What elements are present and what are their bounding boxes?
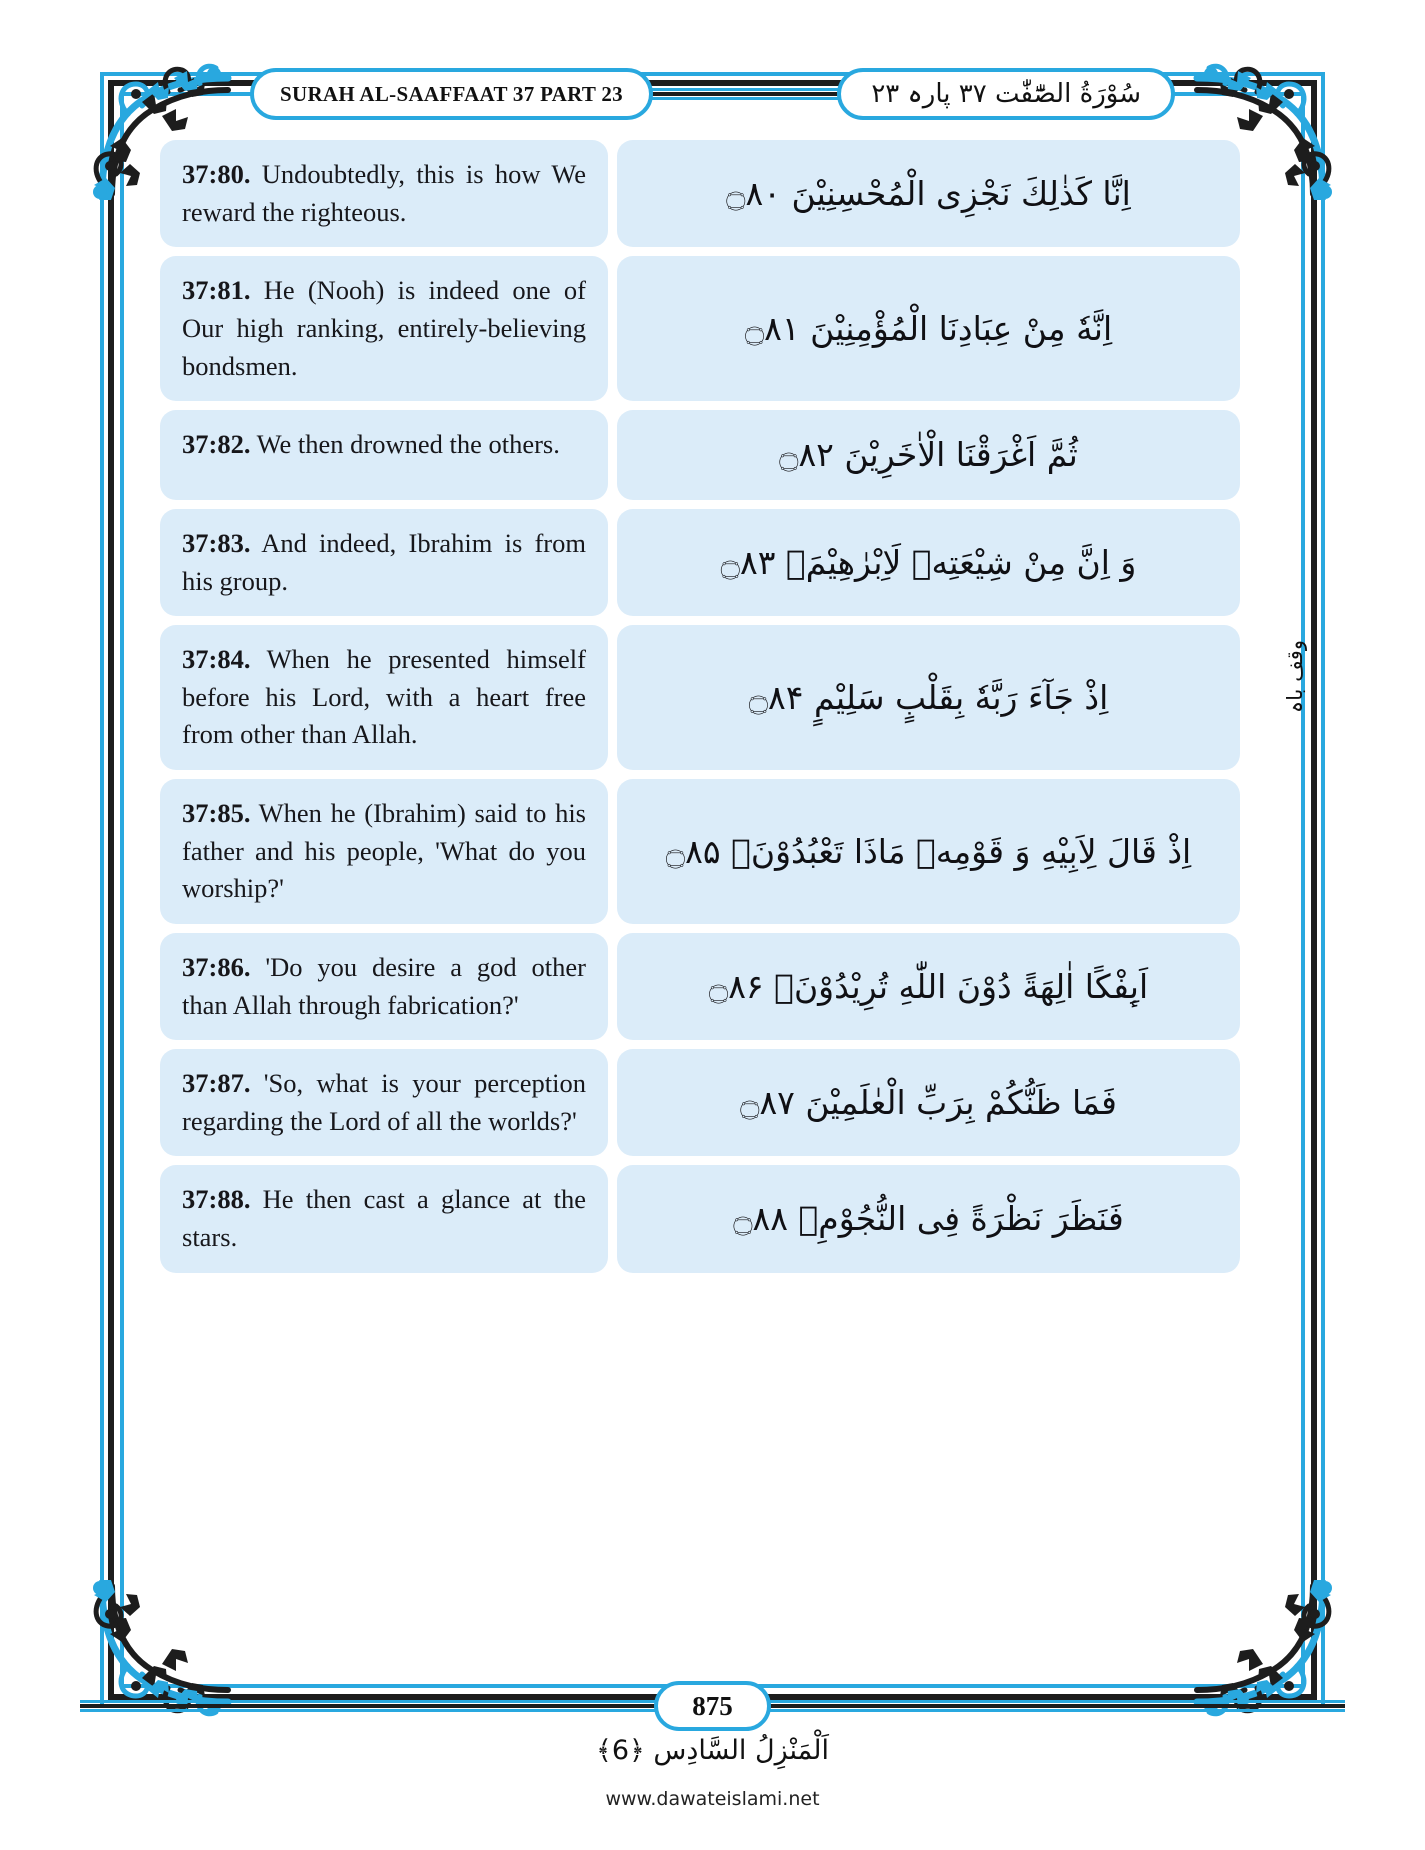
page-footer: [100, 1676, 1325, 1736]
footer-divider-core-left: [80, 1704, 674, 1708]
verse-translation-panel: [160, 933, 608, 1040]
verse-translation-text: When he (Ibrahim) said to his father and his people, 'What do you worship?': [182, 798, 586, 904]
verse-arabic-text: وَ اِنَّ مِنْ شِیْعَتِهٖ لَاِبْرٰهِیْمَۘ ۝۸۳: [720, 542, 1137, 582]
verse-translation-text: He then cast a glance at the stars.: [182, 1184, 586, 1252]
verse-translation-text: 'Do you desire a god other than Allah through fabrication?': [182, 951, 586, 1020]
verse-translation-panel: [160, 140, 608, 247]
verse-list: [160, 140, 1240, 1273]
verse-row: [160, 140, 1240, 247]
verse-row: [160, 509, 1240, 616]
verse-translation-text: 'So, what is your perception regarding the Lord of all the worlds?': [182, 1068, 586, 1136]
surah-title-english: SURAH AL-SAAFFAAT 37 PART 23: [250, 68, 653, 120]
verse-translation-panel: [160, 779, 608, 924]
verse-row: [160, 410, 1240, 500]
verse-translation-panel: [160, 1049, 608, 1156]
verse-arabic-panel: [617, 933, 1240, 1040]
verse-row: [160, 1165, 1240, 1272]
verse-arabic-text: اِنَّا كَذٰلِكَ نَجْزِی الْمُحْسِنِیْنَ ۝۸۰: [726, 173, 1131, 213]
manzil-label: اَلْمَنْزِلُ السَّادِس ﴿6﴾: [595, 1735, 830, 1766]
verse-reference: 37:84.: [182, 644, 251, 675]
verse-arabic-text: اِنَّهٗ مِنْ عِبَادِنَا الْمُؤْمِنِیْنَ ۝۸۱: [744, 308, 1113, 348]
verse-arabic-text: اِذْ قَالَ لِاَبِیْهِ وَ قَوْمِهٖ مَاذَا تَعْبُدُوْنَۚ ۝۸۵: [665, 831, 1192, 871]
verse-arabic-panel: [617, 140, 1240, 247]
verse-arabic-text: ثُمَّ اَغْرَقْنَا الْاٰخَرِیْنَ ۝۸۲: [779, 435, 1078, 475]
verse-translation-text: He (Nooh) is indeed one of Our high ranking, entirely-believing bondsmen.: [182, 275, 586, 381]
verse-translation-panel: [160, 509, 608, 616]
page-number: 875: [654, 1681, 771, 1731]
verse-row: [160, 779, 1240, 924]
verse-row: [160, 625, 1240, 770]
footer-divider-core-right: [751, 1704, 1345, 1708]
verse-reference: 37:83.: [182, 527, 251, 558]
verse-arabic-panel: [617, 1049, 1240, 1156]
verse-translation-panel: [160, 256, 608, 401]
verse-arabic-panel: [617, 509, 1240, 616]
website-url[interactable]: www.dawateislami.net: [605, 1788, 820, 1810]
verse-arabic-panel: [617, 1165, 1240, 1272]
verse-arabic-text: فَمَا ظَنُّكُمْ بِرَبِّ الْعٰلَمِیْنَ ۝۸۷: [740, 1082, 1117, 1122]
page-header: [100, 62, 1325, 126]
verse-arabic-panel: [617, 410, 1240, 500]
verse-reference: 37:85.: [182, 798, 251, 828]
verse-reference: 37:86.: [182, 951, 251, 982]
verse-translation-panel: [160, 410, 608, 500]
verse-reference: 37:87.: [182, 1068, 251, 1099]
verse-translation-text: And indeed, Ibrahim is from his group.: [182, 527, 586, 596]
verse-translation-text: We then drowned the others.: [250, 429, 560, 460]
header-divider-rail: [653, 87, 837, 101]
verse-reference: 37:80.: [182, 159, 251, 189]
surah-title-arabic: سُوْرَةُ الصّٰٓفّٰت ٣٧ پارہ ٢٣: [837, 68, 1175, 120]
verse-arabic-text: اِذْ جَآءَ رَبَّهٗ بِقَلْبٍ سَلِیْمٍ ۝۸۴: [748, 677, 1109, 717]
verse-translation-text: When he presented himself before his Lord, with a heart free from other than Allah.: [182, 644, 586, 750]
verse-row: [160, 1049, 1240, 1156]
footer-divider-rail-left: [100, 1699, 654, 1713]
verse-reference: 37:88.: [182, 1184, 251, 1215]
verse-arabic-text: اَىِٕفْكًا اٰلِهَةً دُوْنَ اللّٰهِ تُرِیْدُوْنَۚ ۝۸۶: [708, 966, 1149, 1006]
verse-row: [160, 933, 1240, 1040]
margin-ruku-note: وقف باہ: [1283, 640, 1307, 714]
verse-row: [160, 256, 1240, 401]
verse-translation-panel: [160, 1165, 608, 1272]
verse-translation-text: Undoubtedly, this is how We reward the righteous.: [182, 159, 586, 227]
verse-translation-panel: [160, 625, 608, 770]
verse-arabic-panel: [617, 625, 1240, 770]
verse-arabic-panel: [617, 779, 1240, 924]
verse-reference: 37:82.: [182, 429, 251, 460]
verse-arabic-panel: [617, 256, 1240, 401]
footer-divider-rail-right: [771, 1699, 1325, 1713]
header-divider-core: [633, 92, 857, 96]
verse-reference: 37:81.: [182, 275, 251, 306]
verse-arabic-text: فَنَظَرَ نَظْرَةً فِی النُّجُوْمِۙ ۝۸۸: [733, 1199, 1124, 1239]
